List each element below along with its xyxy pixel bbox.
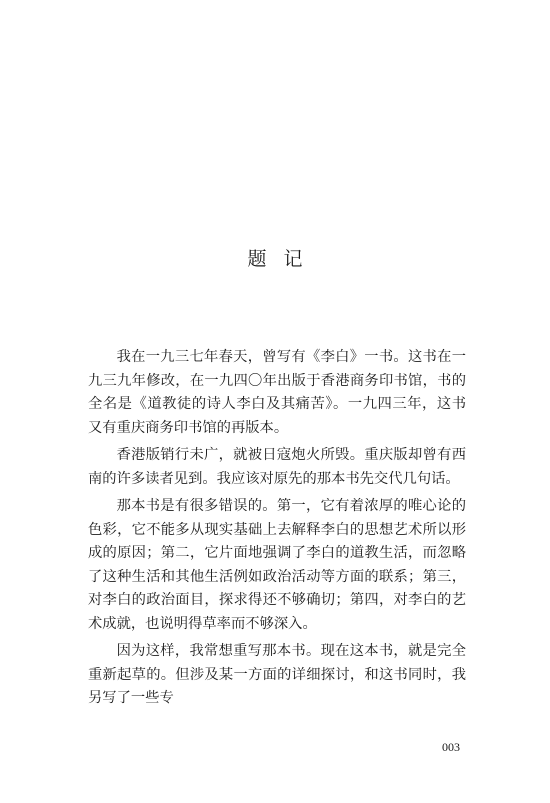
- body-text: [88, 346, 466, 715]
- page-number: 003: [442, 740, 460, 754]
- page-title: 题记: [247, 248, 320, 270]
- paragraph-1: 我在一九三七年春天，曾写有《李白》一书。这书在一九三九年修改，在一九四〇年出版于香港商务印书馆，书的全名是《道教徒的诗人李白及其痛苦》。一九四三年，这书又有重庆商务印书馆的再版本。: [88, 349, 466, 436]
- paragraph-4: 因为这样，我常想重写那本书。现在这本书，就是完全重新起草的。但涉及某一方面的详细探讨，和这书同时，我另写了一些专: [88, 643, 466, 706]
- paragraph-2: 香港版销行未广，就被日寇炮火所毁。重庆版却曾有西南的许多读者见到。我应该对原先的那本书先交代几句话。: [88, 447, 466, 487]
- paragraph-3: 那本书是有很多错误的。第一，它有着浓厚的唯心论的色彩，它不能多从现实基础上去解释李白的思想艺术所以形成的原因；第二，它片面地强调了李白的道教生活，而忽略了这种生活和其他生活例如政治活动等方面的联系；第三，对李白的政治面目，探求得还不够确切；第四，对李白的艺术成就，也说明得草率而不够深入。: [88, 498, 466, 632]
